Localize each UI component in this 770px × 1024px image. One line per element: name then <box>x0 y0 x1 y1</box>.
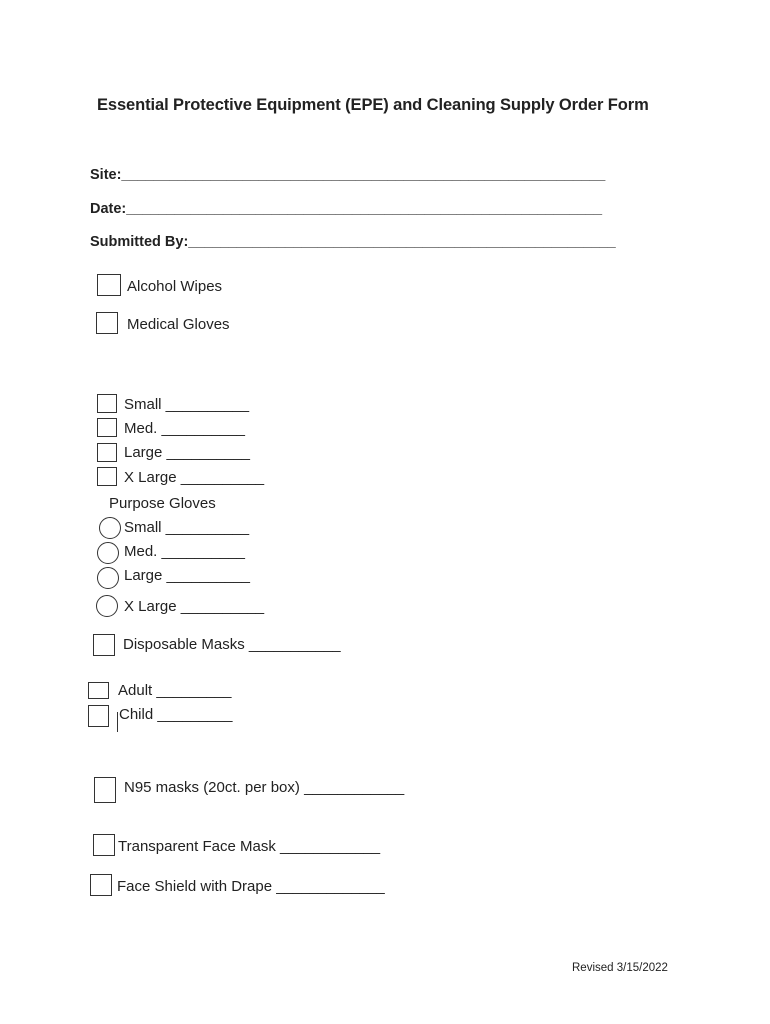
face-shield-checkbox[interactable] <box>90 874 112 896</box>
alcohol-wipes-checkbox[interactable] <box>97 274 121 296</box>
adult-checkbox[interactable] <box>88 682 109 699</box>
medical-gloves-checkbox[interactable] <box>96 312 118 334</box>
disposable-masks-checkbox[interactable] <box>93 634 115 656</box>
purpose-large-label: Large __________ <box>124 567 250 584</box>
medical-large-checkbox[interactable] <box>97 443 117 462</box>
revised-date: Revised 3/15/2022 <box>572 962 668 974</box>
date-field[interactable]: Date:___________________________________________________________ <box>90 201 603 217</box>
form-title: Essential Protective Equipment (EPE) and Cleaning Supply Order Form <box>97 96 649 114</box>
medical-med-label: Med. __________ <box>124 420 245 437</box>
purpose-large-radio[interactable] <box>97 567 119 589</box>
transparent-mask-checkbox[interactable] <box>93 834 115 856</box>
purpose-small-label: Small __________ <box>124 519 250 536</box>
n95-label: N95 masks (20ct. per box) ____________ <box>124 779 405 796</box>
purpose-med-label: Med. __________ <box>124 543 245 560</box>
medical-small-label: Small __________ <box>124 396 250 413</box>
transparent-mask-label: Transparent Face Mask ____________ <box>118 838 381 855</box>
medical-xlarge-label: X Large __________ <box>124 469 265 486</box>
medical-gloves-label: Medical Gloves <box>127 316 230 333</box>
purpose-med-radio[interactable] <box>97 542 119 564</box>
site-field[interactable]: Site:____________________________________________________________ <box>90 167 606 183</box>
submitted-by-field[interactable]: Submitted By:_____________________________________________________ <box>90 234 616 250</box>
adult-label: Adult _________ <box>118 682 232 699</box>
medical-med-checkbox[interactable] <box>97 418 117 437</box>
face-shield-label: Face Shield with Drape _____________ <box>117 878 385 895</box>
medical-small-checkbox[interactable] <box>97 394 117 413</box>
child-label: Child _________ <box>119 706 233 723</box>
n95-checkbox[interactable] <box>94 777 116 803</box>
medical-large-label: Large __________ <box>124 444 250 461</box>
purpose-small-radio[interactable] <box>99 517 121 539</box>
text-cursor <box>117 712 118 732</box>
purpose-gloves-label: Purpose Gloves <box>109 495 216 512</box>
disposable-masks-label: Disposable Masks ___________ <box>123 636 341 653</box>
purpose-xlarge-radio[interactable] <box>96 595 118 617</box>
child-checkbox[interactable] <box>88 705 109 727</box>
medical-xlarge-checkbox[interactable] <box>97 467 117 486</box>
alcohol-wipes-label: Alcohol Wipes <box>127 278 223 295</box>
purpose-xlarge-label: X Large __________ <box>124 598 265 615</box>
